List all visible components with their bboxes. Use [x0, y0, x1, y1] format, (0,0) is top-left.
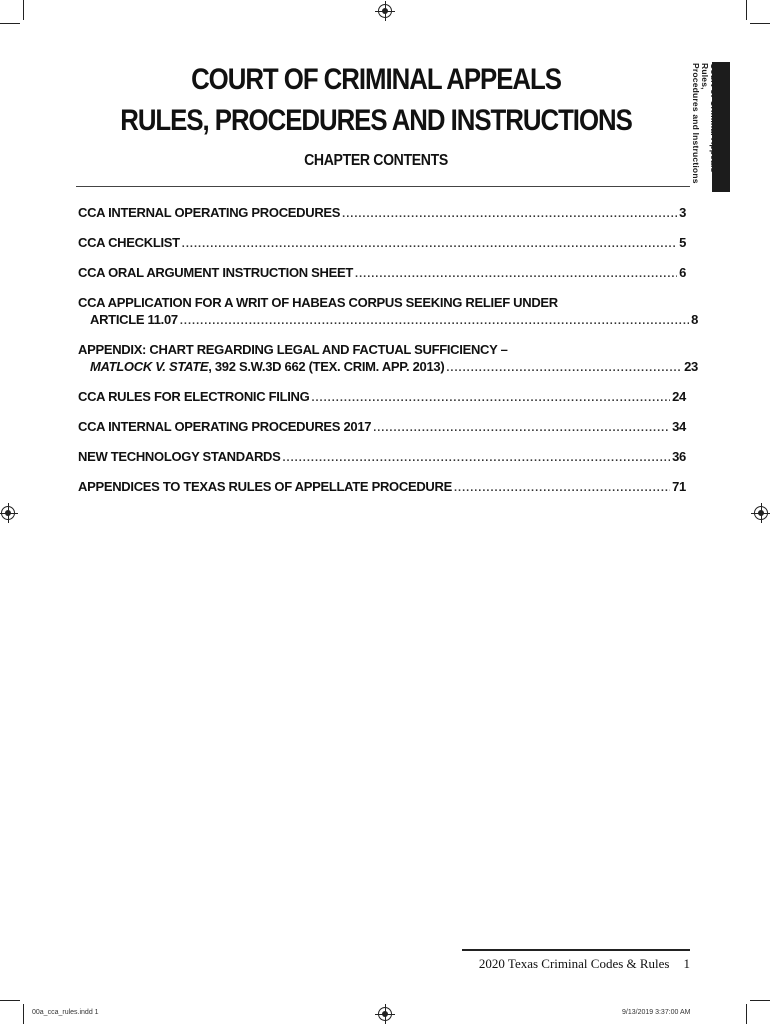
crop-mark — [0, 23, 20, 24]
crop-mark — [23, 0, 24, 20]
side-tab-line-1: Rules, — [700, 63, 710, 90]
toc-entry-page: 24 — [672, 389, 686, 404]
crop-mark — [23, 1004, 24, 1024]
toc-entry-title-line-1: CCA APPLICATION FOR A WRIT OF HABEAS CORPUS SEEKING RELIEF UNDER — [78, 295, 558, 310]
registration-mark-icon — [754, 506, 768, 520]
toc-entry-page: 8 — [691, 312, 698, 327]
toc-entry-page: 6 — [679, 265, 686, 280]
toc-entry[interactable] — [78, 294, 698, 330]
slug-filename: 00a_cca_rules.indd 1 — [32, 1009, 99, 1016]
footer-divider — [462, 949, 690, 951]
toc-entry-page: 3 — [679, 205, 686, 220]
slug-timestamp: 9/13/2019 3:37:00 AM — [622, 1009, 691, 1016]
toc-entry-page: 5 — [679, 235, 686, 250]
toc-entry-title: CCA CHECKLIST — [78, 235, 180, 250]
toc-entry[interactable] — [78, 264, 686, 283]
leader-dots — [355, 266, 677, 283]
running-footer — [462, 956, 690, 972]
crop-mark — [750, 23, 770, 24]
registration-mark-icon — [378, 1007, 392, 1021]
case-name: MATLOCK V. STATE — [90, 359, 209, 374]
toc-entry[interactable] — [78, 448, 686, 467]
leader-dots — [446, 360, 682, 377]
crop-mark — [750, 1000, 770, 1001]
toc-entry[interactable] — [78, 341, 698, 377]
toc-entry-title: CCA INTERNAL OPERATING PROCEDURES — [78, 205, 341, 220]
leader-dots — [180, 313, 689, 330]
toc-entry[interactable] — [78, 204, 686, 223]
leader-dots — [454, 480, 670, 497]
leader-dots — [373, 420, 670, 437]
crop-mark — [0, 1000, 20, 1001]
toc-entry-page: 34 — [672, 419, 686, 434]
chapter-contents-heading: CHAPTER CONTENTS — [304, 152, 448, 169]
toc-entry-title-line-2: ARTICLE 11.07 — [90, 312, 178, 327]
crop-mark — [746, 1004, 747, 1024]
leader-dots — [182, 236, 677, 253]
side-tab-line-2: Procedures and Instructions — [691, 63, 701, 184]
registration-mark-icon — [1, 506, 15, 520]
leader-dots — [342, 206, 677, 223]
book-title: 2020 Texas Criminal Codes & Rules — [478, 956, 670, 971]
divider — [76, 186, 690, 187]
toc-entry-title: NEW TECHNOLOGY STANDARDS — [78, 449, 281, 464]
table-of-contents — [78, 204, 698, 508]
toc-entry-title: CCA INTERNAL OPERATING PROCEDURES 2017 — [78, 419, 372, 434]
leader-dots — [311, 390, 670, 407]
toc-entry[interactable] — [78, 234, 686, 253]
toc-entry-title-line-2 — [90, 358, 444, 375]
toc-entry-page: 71 — [672, 479, 686, 494]
page-title-line-1: COURT OF CRIMINAL APPEALS — [191, 63, 561, 96]
toc-entry-page: 36 — [672, 449, 686, 464]
side-tab-block — [712, 62, 730, 192]
registration-mark-icon — [378, 4, 392, 18]
leader-dots — [283, 450, 671, 467]
toc-entry-title: CCA ORAL ARGUMENT INSTRUCTION SHEET — [78, 265, 354, 280]
toc-entry[interactable] — [78, 418, 686, 437]
toc-entry-title-line-1: APPENDIX: CHART REGARDING LEGAL AND FACTUAL SUFFICIENCY – — [78, 342, 508, 357]
page-number: 1 — [683, 956, 690, 971]
toc-entry-page: 23 — [684, 359, 698, 374]
page-title-line-2: RULES, PROCEDURES AND INSTRUCTIONS — [120, 104, 632, 137]
toc-entry-title: APPENDICES TO TEXAS RULES OF APPELLATE PROCEDURE — [78, 479, 452, 494]
toc-entry[interactable] — [78, 478, 686, 497]
crop-mark — [746, 0, 747, 20]
toc-entry-title: CCA RULES FOR ELECTRONIC FILING — [78, 389, 310, 404]
toc-entry[interactable] — [78, 388, 686, 407]
case-citation: , 392 S.W.3D 662 (TEX. CRIM. APP. 2013) — [208, 359, 445, 374]
